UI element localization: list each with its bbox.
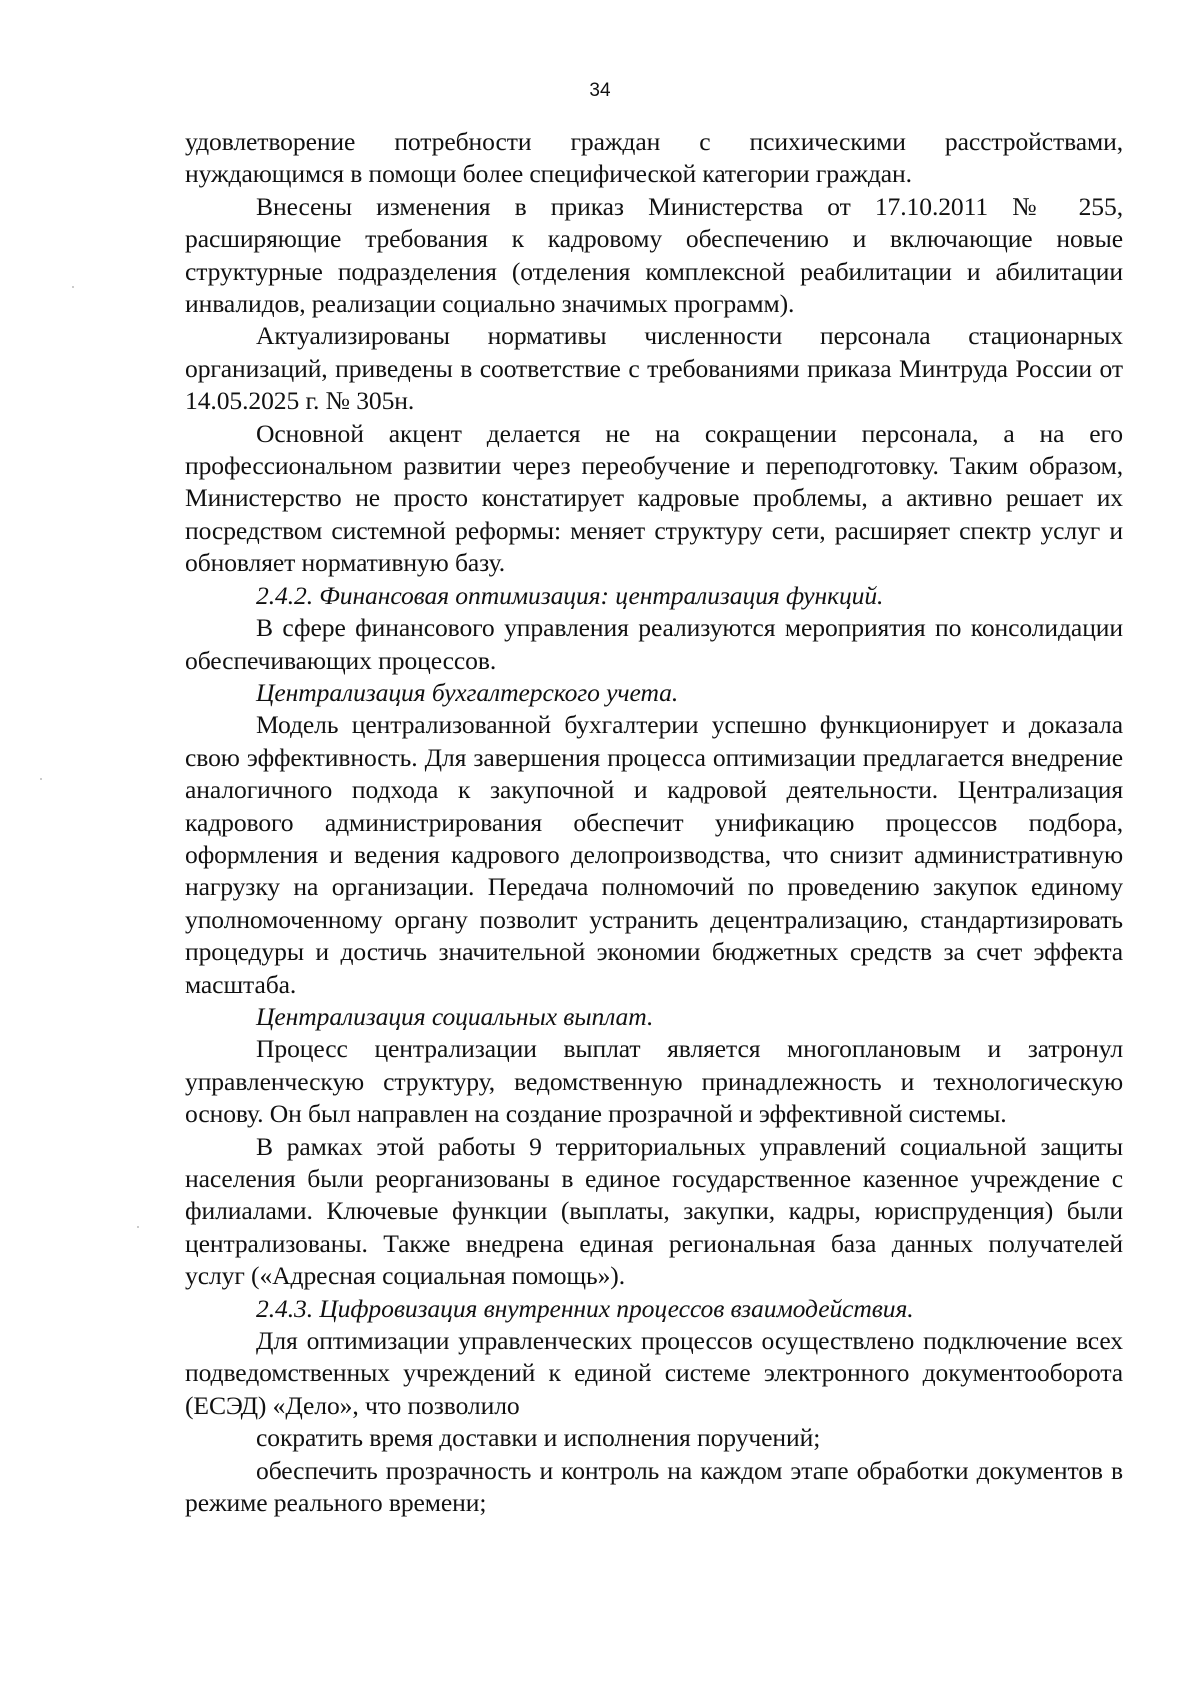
paragraph: Внесены изменения в приказ Министерства от 17.10.2011 № 255, расширяющие требования к кадровому обеспечению и включающие новые структурные подразделения (отделения комплексной реабилитации и абилитации инвалидов, реализации социально значимых программ). <box>185 191 1123 319</box>
document-body <box>185 126 1123 1519</box>
scan-speck <box>137 1226 139 1228</box>
page-number: 34 <box>589 80 611 101</box>
paragraph: Процесс централизации выплат является многоплановым и затронул управленческую структуру, ведомственную принадлежность и технологическую основу. Он был направлен на создание прозрачной и эффективной системы. <box>185 1034 1123 1129</box>
paragraph: Модель централизованной бухгалтерии успешно функционирует и доказала свою эффективность. Для завершения процесса оптимизации предлагается внедрение аналогичного подхода к закупочной и кадровой деятельности. Централизация кадрового администрирования обеспечит унификацию процессов подбора, оформления и ведения кадрового делопроизводства, что снизит административную нагрузку на организации. Передача полномочий по проведению закупок единому уполномоченному органу позволит устранить децентрализацию, стандартизировать процедуры и достичь значительной экономии бюджетных средств за счет эффекта масштаба. <box>185 710 1123 999</box>
paragraph: удовлетворение потребности граждан с психическими расстройствами, нуждающимся в помощи более специфической категории граждан. <box>185 127 1123 189</box>
paragraph: Основной акцент делается не на сокращении персонала, а на его профессиональном развитии через переобучение и переподготовку. Таким образом, Министерство не просто констатирует кадровые проблемы, а активно решает их посредством системной реформы: меняет структуру сети, расширяет спектр услуг и обновляет нормативную базу. <box>185 418 1123 578</box>
section-heading: 2.4.3. Цифровизация внутренних процессов взаимодействия. <box>256 1293 914 1323</box>
scan-speck <box>72 286 74 288</box>
paragraph: В рамках этой работы 9 территориальных управлений социальной защиты населения были реорганизованы в единое государственное казенное учреждение с филиалами. Ключевые функции (выплаты, закупки, кадры, юриспруденция) были централизованы. Также внедрена единая региональная база данных получателей услуг («Адресная социальная помощь»). <box>185 1131 1123 1291</box>
scan-speck <box>40 778 42 780</box>
paragraph: Для оптимизации управленческих процессов осуществлено подключение всех подведомственных учреждений к единой системе электронного документооборота (ЕСЭД) «Дело», что позволило <box>185 1326 1123 1420</box>
subsection-heading: Централизация бухгалтерского учета. <box>256 677 679 707</box>
subsection-heading: Централизация социальных выплат. <box>256 1001 654 1031</box>
section-heading: 2.4.2. Финансовая оптимизация: централизация функций. <box>256 580 884 610</box>
list-item: обеспечить прозрачность и контроль на каждом этапе обработки документов в режиме реального времени; <box>185 1455 1123 1518</box>
list-item: сократить время доставки и исполнения поручений; <box>256 1423 821 1453</box>
paragraph: В сфере финансового управления реализуются мероприятия по консолидации обеспечивающих процессов. <box>185 613 1123 675</box>
paragraph: Актуализированы нормативы численности персонала стационарных организаций, приведены в соответствие с требованиями приказа Минтруда России от 14.05.2025 г. № 305н. <box>185 321 1123 416</box>
